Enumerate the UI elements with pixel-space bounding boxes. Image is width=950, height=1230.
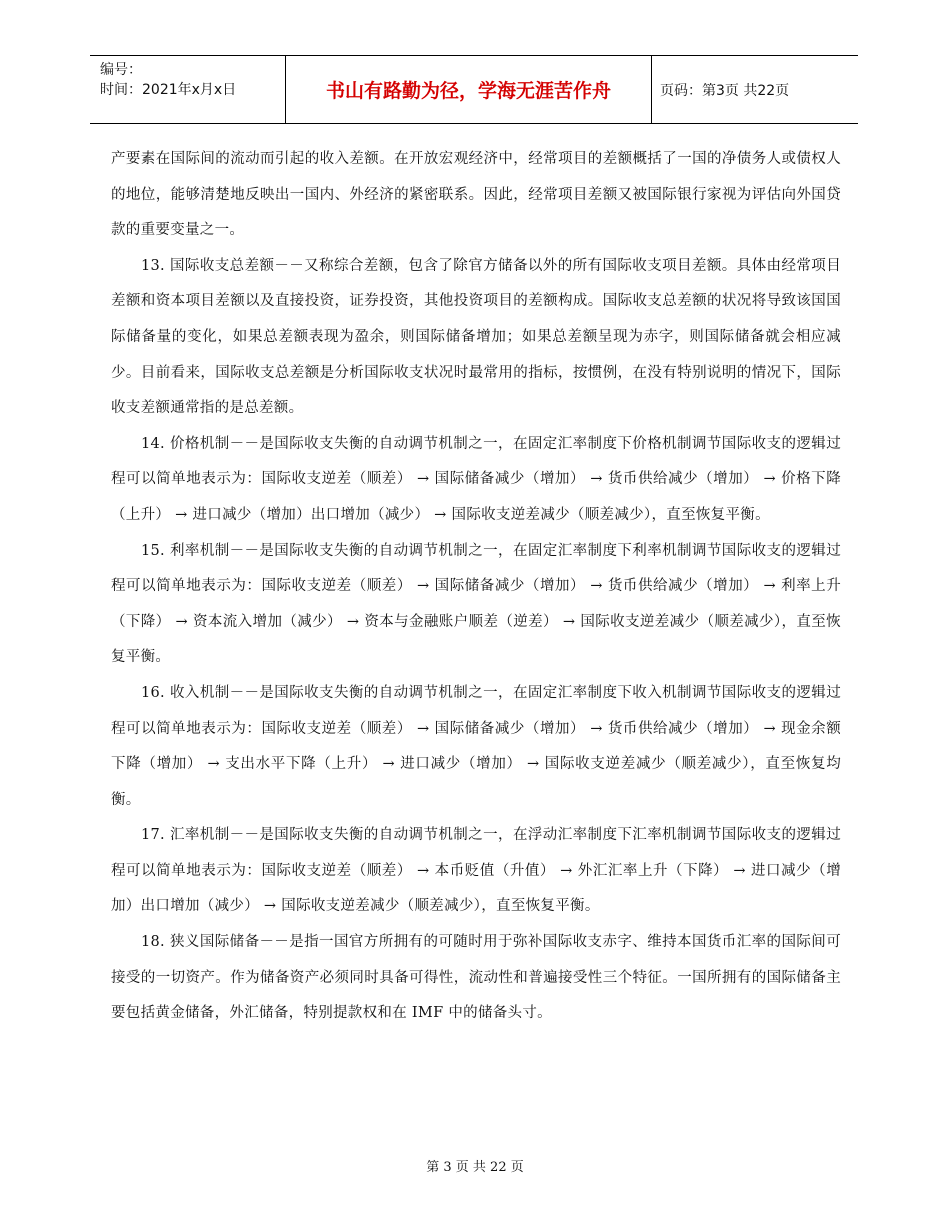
paragraph-18: 18. 狭义国际储备－－是指一国官方所拥有的可随时用于弥补国际收支赤字、维持本国货币汇率的国际间可接受的一切资产。作为储备资产必须同时具备可得性，流动性和普遍接受性三个特征。一国所拥有的国际储备主要包括黄金储备，外汇储备，特别提款权和在 IMF 中的储备头寸。 (111, 934, 841, 1022)
paragraph-15: 15. 利率机制－－是国际收支失衡的自动调节机制之一，在固定汇率制度下利率机制调节国际收支的逻辑过程可以简单地表示为：国际收支逆差（顺差） → 国际储备减少（增加） → 货币供给减少（增加） → 利率上升（下降） → 资本流入增加（减少） → 资本与金融账户顺差（逆差） → 国际收支逆差减少（顺差减少），直至恢复平衡。 (111, 542, 841, 666)
header-page-number: 页码：第3页 共22页 (660, 82, 790, 99)
paragraph-16: 16. 收入机制－－是国际收支失衡的自动调节机制之一，在固定汇率制度下收入机制调节国际收支的逻辑过程可以简单地表示为：国际收支逆差（顺差） → 国际储备减少（增加） → 货币供给减少（增加） → 现金余额下降（增加） → 支出水平下降（上升） → 进口减少（增加） → 国际收支逆差减少（顺差减少），直至恢复均衡。 (111, 684, 841, 808)
header-motto: 书山有路勤为径，学海无涯苦作舟 (286, 56, 652, 123)
document-body (111, 142, 841, 1032)
header-meta (90, 56, 286, 123)
code-label: 编号： (100, 62, 142, 78)
page-footer: 第 3 页 共 22 页 (426, 1160, 524, 1175)
time-label: 时间：2021年x月x日 (100, 82, 237, 98)
paragraph-13: 13. 国际收支总差额－－又称综合差额，包含了除官方储备以外的所有国际收支项目差额。具体由经常项目差额和资本项目差额以及直接投资，证券投资，其他投资项目的差额构成。国际收支总差额的状况将导致该国国际储备量的变化，如果总差额表现为盈余，则国际储备增加；如果总差额呈现为赤字，则国际储备就会相应减少。目前看来，国际收支总差额是分析国际收支状况时最常用的指标，按惯例，在没有特别说明的情况下，国际收支差额通常指的是总差额。 (111, 257, 841, 417)
paragraph-continuation: 产要素在国际间的流动而引起的收入差额。在开放宏观经济中，经常项目的差额概括了一国的净债务人或债权人的地位，能够清楚地反映出一国内、外经济的紧密联系。因此，经常项目差额又被国际银行家视为评估向外国贷款的重要变量之一。 (111, 151, 841, 239)
paragraph-17: 17. 汇率机制－－是国际收支失衡的自动调节机制之一，在浮动汇率制度下汇率机制调节国际收支的逻辑过程可以简单地表示为：国际收支逆差（顺差） → 本币贬值（升值） → 外汇汇率上升（下降） → 进口减少（增加）出口增加（减少） → 国际收支逆差减少（顺差减少），直至恢复平衡。 (111, 827, 841, 915)
paragraph-14: 14. 价格机制－－是国际收支失衡的自动调节机制之一，在固定汇率制度下价格机制调节国际收支的逻辑过程可以简单地表示为：国际收支逆差（顺差） → 国际储备减少（增加） → 货币供给减少（增加） → 价格下降（上升） → 进口减少（增加）出口增加（减少） → 国际收支逆差减少（顺差减少），直至恢复平衡。 (111, 435, 841, 523)
page-header (90, 55, 858, 124)
